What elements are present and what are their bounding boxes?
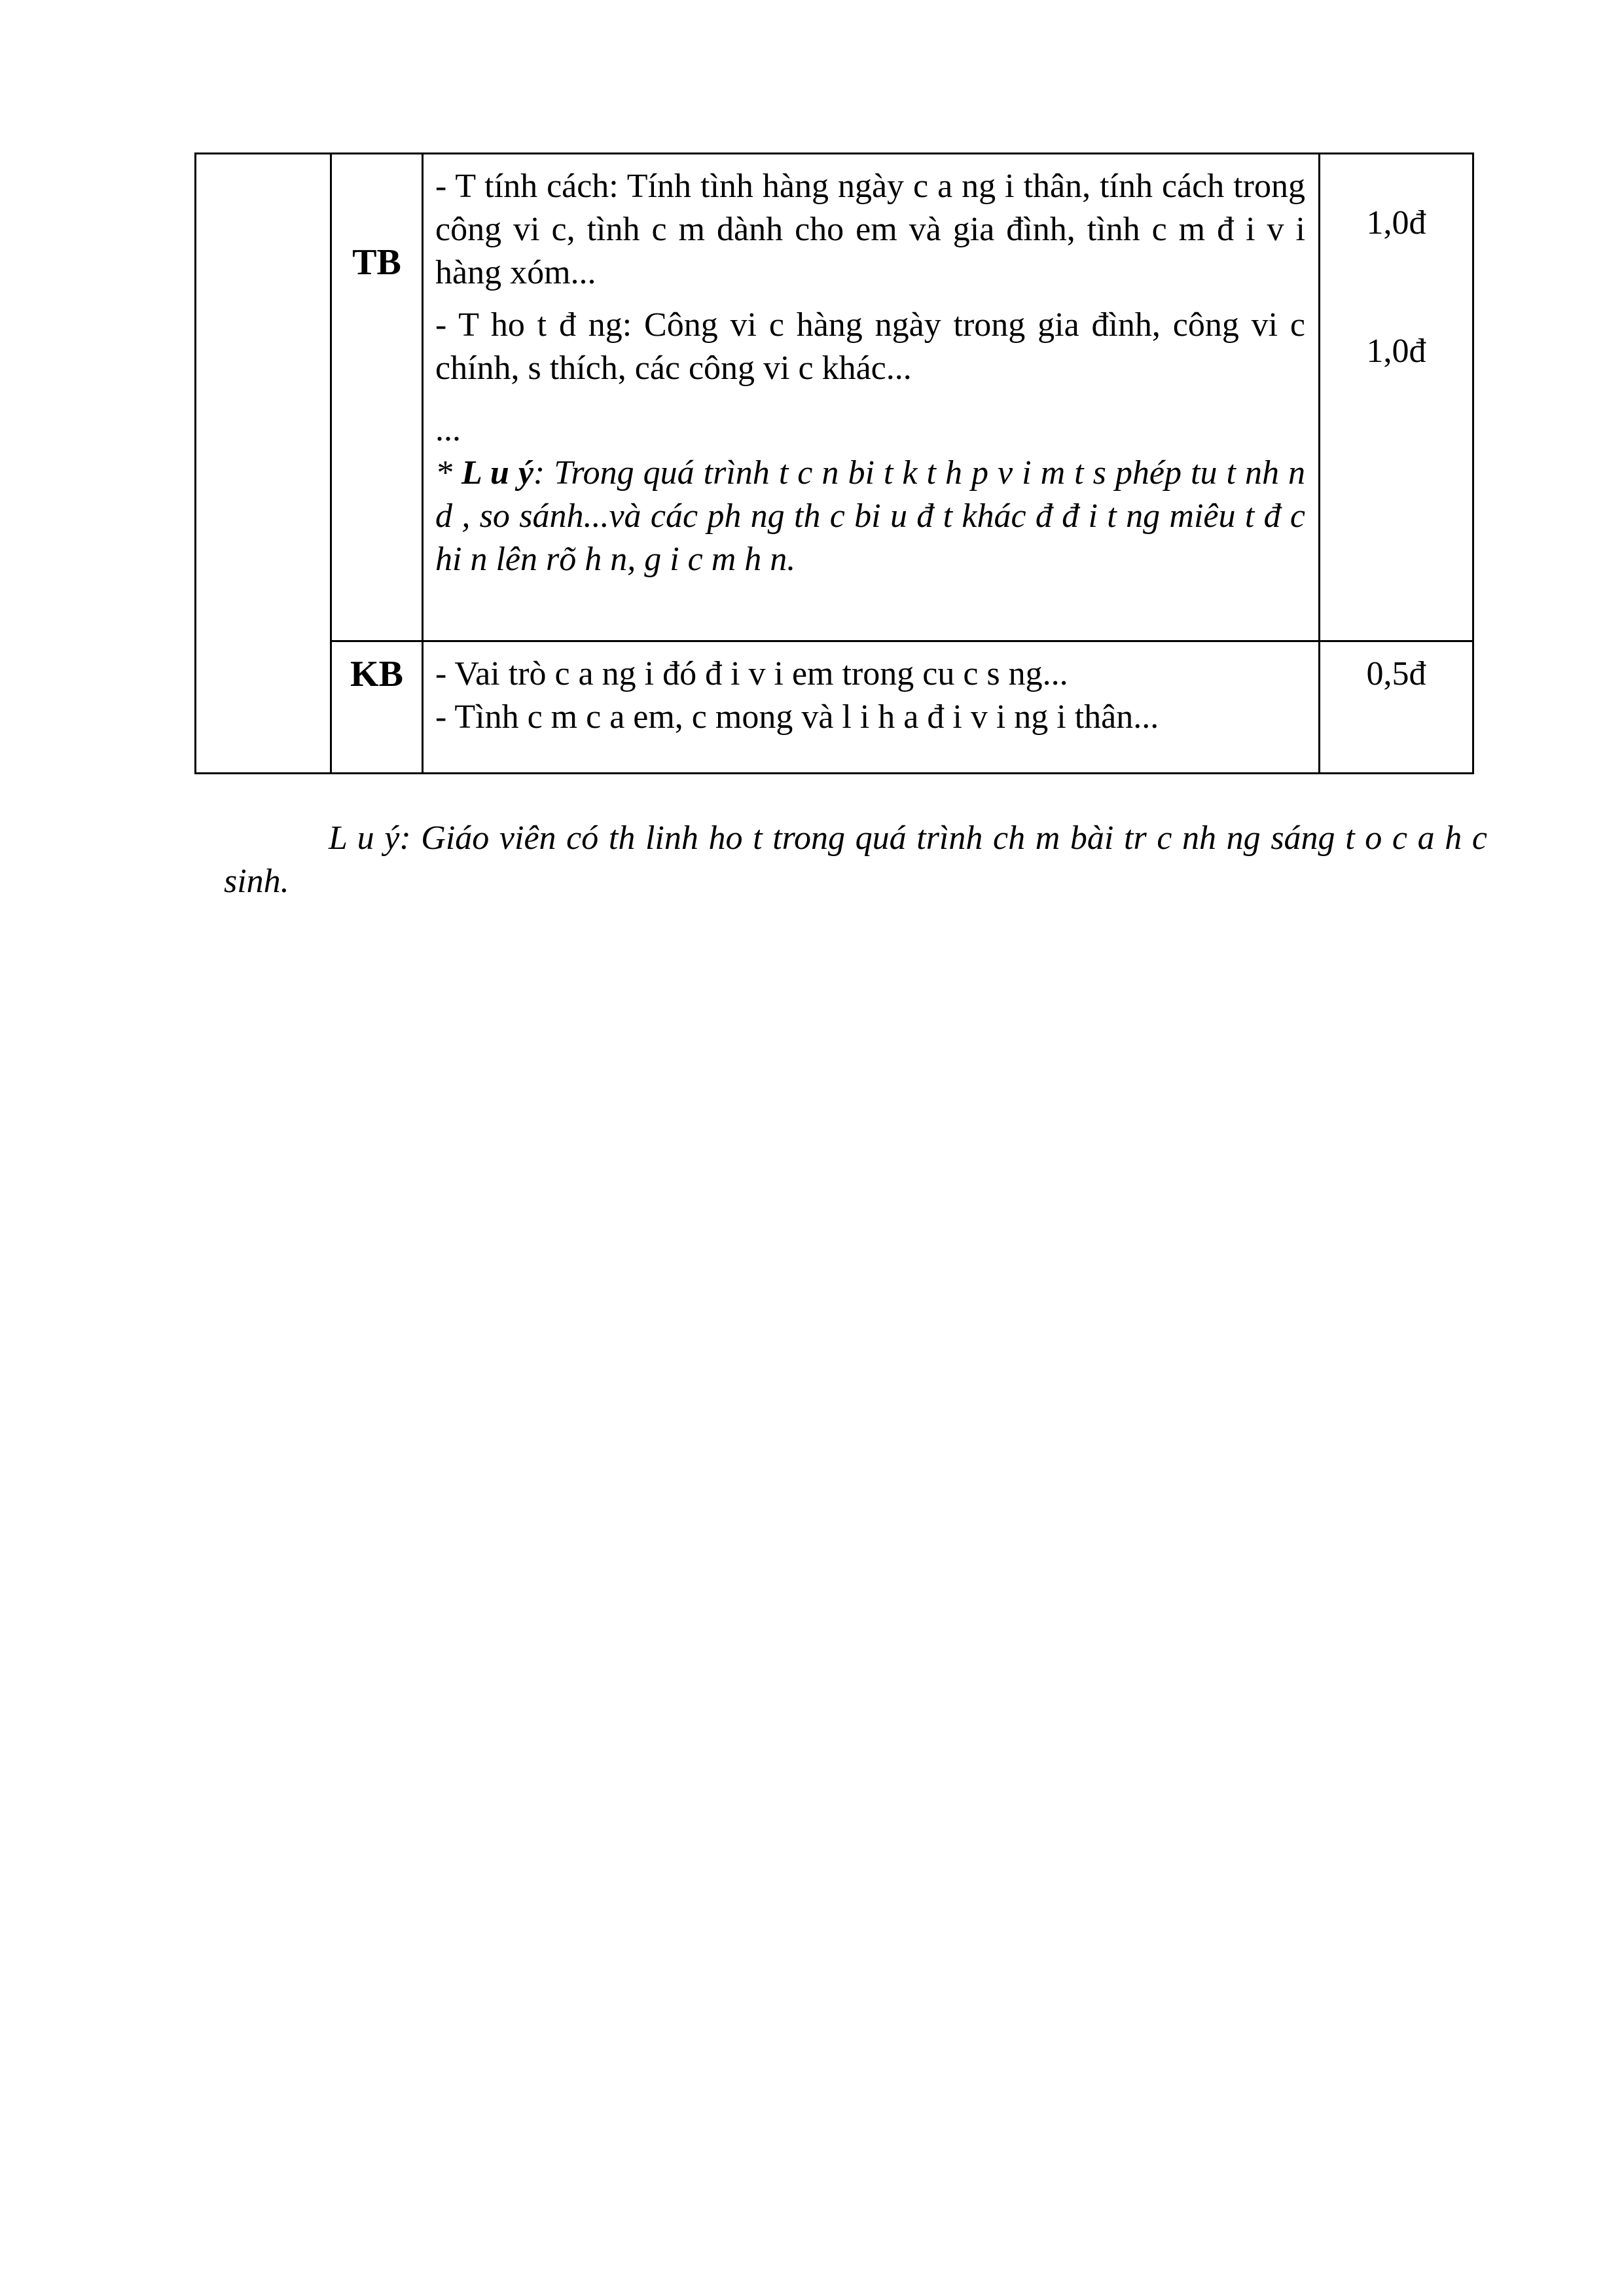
tb-note-label: L u ý (461, 454, 533, 492)
kb-content (423, 641, 1320, 774)
footer-note: L u ý: Giáo viên có th linh ho t trong quá trình ch m bài tr c nh ng sáng t o c a h c sinh. (224, 819, 1487, 900)
tb-paragraph-activity: - T ho t đ ng: Công vi c hàng ngày trong gia đình, công vi c chính, s thích, các công vi c khác... (435, 306, 1305, 387)
section-label-kb: KB (331, 641, 423, 774)
kb-score-cell (1320, 641, 1473, 774)
grading-table (194, 152, 1474, 774)
score-kb: 0,5đ (1366, 655, 1426, 692)
section-cell-empty (196, 154, 331, 774)
section-label-tb: TB (331, 154, 423, 641)
tb-paragraph-character: - T tính cách: Tính tình hàng ngày c a ng i thân, tính cách trong công vi c, tình c m dành cho em và gia đình, tình c m đ i v i hàng xóm... (435, 168, 1305, 291)
tb-note (435, 452, 1305, 581)
kb-line-role: - Vai trò c a ng i đó đ i v i em trong cu c s ng... (435, 655, 1068, 692)
kb-line-feeling: - Tình c m c a em, c mong và l i h a đ i v i ng i thân... (435, 698, 1159, 736)
tb-ellipsis: ... (435, 411, 461, 448)
tb-note-text: : Trong quá trình t c n bi t k t h p v i m t s phép tu t nh n d , so sánh...và các ph ng th c bi u đ t khác đ đ i t ng miêu t đ c hi n lên rõ h n, g i c m h n. (435, 454, 1305, 578)
tb-score-cell (1320, 154, 1473, 641)
tb-content (423, 154, 1320, 641)
table-row-tb (196, 154, 1473, 641)
score-tb-2: 1,0đ (1366, 332, 1426, 370)
table-row-kb (196, 641, 1473, 774)
score-tb-1: 1,0đ (1366, 204, 1426, 242)
tb-note-prefix: * (435, 454, 462, 492)
